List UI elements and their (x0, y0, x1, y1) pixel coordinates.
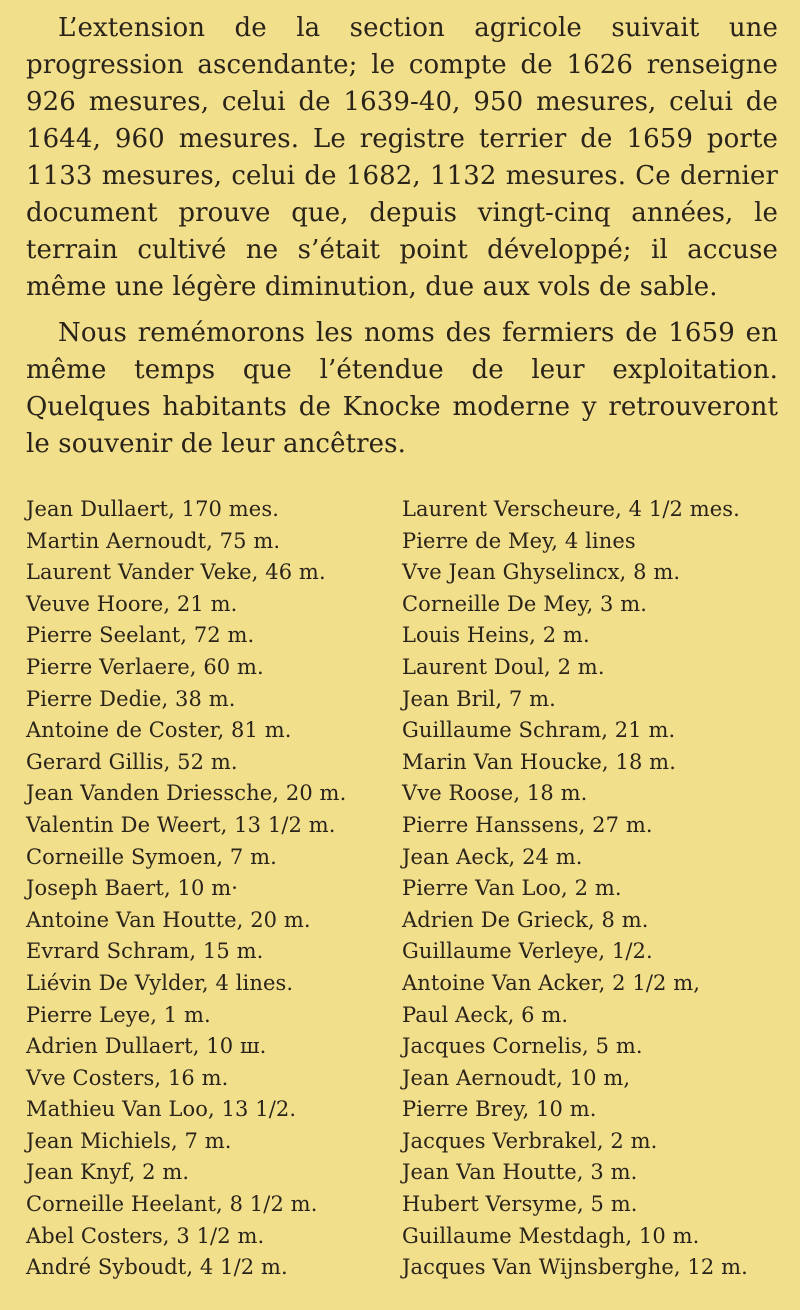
list-item: Jacques Van Wijnsberghe, 12 m. (402, 1255, 748, 1280)
list-item: Antoine de Coster, 81 m. (26, 718, 292, 743)
list-item: André Syboudt, 4 1/2 m. (26, 1255, 288, 1280)
list-item: Laurent Verscheure, 4 1/2 mes. (402, 497, 740, 521)
paragraph-farmers-intro: Nous remémorons les noms des fermiers de 1659 en même temps que l’étendue de leur exploitation. Quelques habitants de Knocke moderne y retrouveront le souvenir de leur ancêtres. (26, 318, 778, 459)
list-item: Pierre Leye, 1 m. (26, 1002, 211, 1027)
list-item: Jean Aernoudt, 10 m, (402, 1065, 631, 1090)
list-item: Martin Aernoudt, 75 m. (26, 528, 281, 553)
list-item: Paul Aeck, 6 m. (402, 1002, 569, 1027)
list-item: Jacques Verbrakel, 2 m. (402, 1128, 658, 1153)
list-item: Laurent Vander Veke, 46 m. (26, 560, 326, 585)
list-item: Guillaume Verleye, 1/2. (402, 939, 653, 964)
list-item: Evrard Schram, 15 m. (26, 939, 264, 964)
list-item: Mathieu Van Loo, 13 1/2. (26, 1097, 297, 1122)
list-item: Joseph Baert, 10 m· (26, 876, 239, 901)
list-item: Corneille Heelant, 8 1/2 m. (26, 1192, 318, 1217)
list-item: Jean Van Houtte, 3 m. (402, 1160, 638, 1185)
list-item: Adrien De Grieck, 8 m. (402, 907, 649, 932)
list-item: Jean Bril, 7 m. (402, 686, 556, 711)
farmers-column-left (26, 494, 396, 1284)
list-item: Vve Roose, 18 m. (402, 781, 588, 806)
list-item: Pierre Hanssens, 27 m. (402, 812, 653, 837)
list-item: Laurent Doul, 2 m. (402, 654, 605, 679)
list-item: Guillaume Mestdagh, 10 m. (402, 1223, 700, 1248)
list-item: Pierre Van Loo, 2 m. (402, 876, 622, 901)
document-page (26, 10, 778, 1280)
list-item: Gerard Gillis, 52 m. (26, 749, 238, 774)
list-item: Jacques Cornelis, 5 m. (402, 1034, 643, 1059)
list-item: Corneille De Mey, 3 m. (402, 591, 648, 616)
list-item: Pierre de Mey, 4 lines (402, 528, 636, 553)
list-item: Pierre Brey, 10 m. (402, 1097, 597, 1122)
list-item: Hubert Versyme, 5 m. (402, 1192, 638, 1217)
list-item: Pierre Dedie, 38 m. (26, 686, 236, 711)
list-item: Vve Costers, 16 m. (26, 1065, 229, 1090)
list-item: Valentin De Weert, 13 1/2 m. (26, 812, 336, 837)
list-item: Corneille Symoen, 7 m. (26, 844, 277, 869)
list-item: Antoine Van Acker, 2 1/2 m, (402, 970, 701, 995)
list-item: Veuve Hoore, 21 m. (26, 591, 238, 616)
list-item: Louis Heins, 2 m. (402, 623, 590, 648)
paragraph-agricultural-extension: L’extension de la section agricole suivait une progression ascendante; le compte de 1626 renseigne 926 mesures, celui de 1639-40, 950 mesures, celui de 1644, 960 mesures. Le registre terrier de 1659 porte 1133 mesures, celui de 1682, 1132 mesures. Ce dernier document prouve que, depuis vingt-cinq années, le terrain cultivé ne s’était point développé; il accuse même une légère diminution, due aux vols de sable. (26, 13, 778, 302)
list-item: Pierre Verlaere, 60 m. (26, 654, 264, 679)
list-item: Jean Knyf, 2 m. (26, 1160, 190, 1185)
list-item: Jean Vanden Driessche, 20 m. (26, 781, 347, 806)
list-item: Vve Jean Ghyselincx, 8 m. (402, 560, 681, 585)
list-item: Jean Michiels, 7 m. (26, 1128, 232, 1153)
list-item: Guillaume Schram, 21 m. (402, 718, 676, 743)
list-item: Antoine Van Houtte, 20 m. (26, 907, 311, 932)
list-item: Jean Dullaert, 170 mes. (26, 497, 279, 521)
list-item: Pierre Seelant, 72 m. (26, 623, 255, 648)
list-item: Jean Aeck, 24 m. (402, 844, 583, 869)
list-item: Adrien Dullaert, 10 ш. (26, 1034, 267, 1059)
list-item: Abel Costers, 3 1/2 m. (26, 1223, 265, 1248)
list-item: Liévin De Vylder, 4 lines. (26, 970, 294, 995)
farmers-column-right (402, 494, 782, 1284)
list-item: Marin Van Houcke, 18 m. (402, 749, 676, 774)
